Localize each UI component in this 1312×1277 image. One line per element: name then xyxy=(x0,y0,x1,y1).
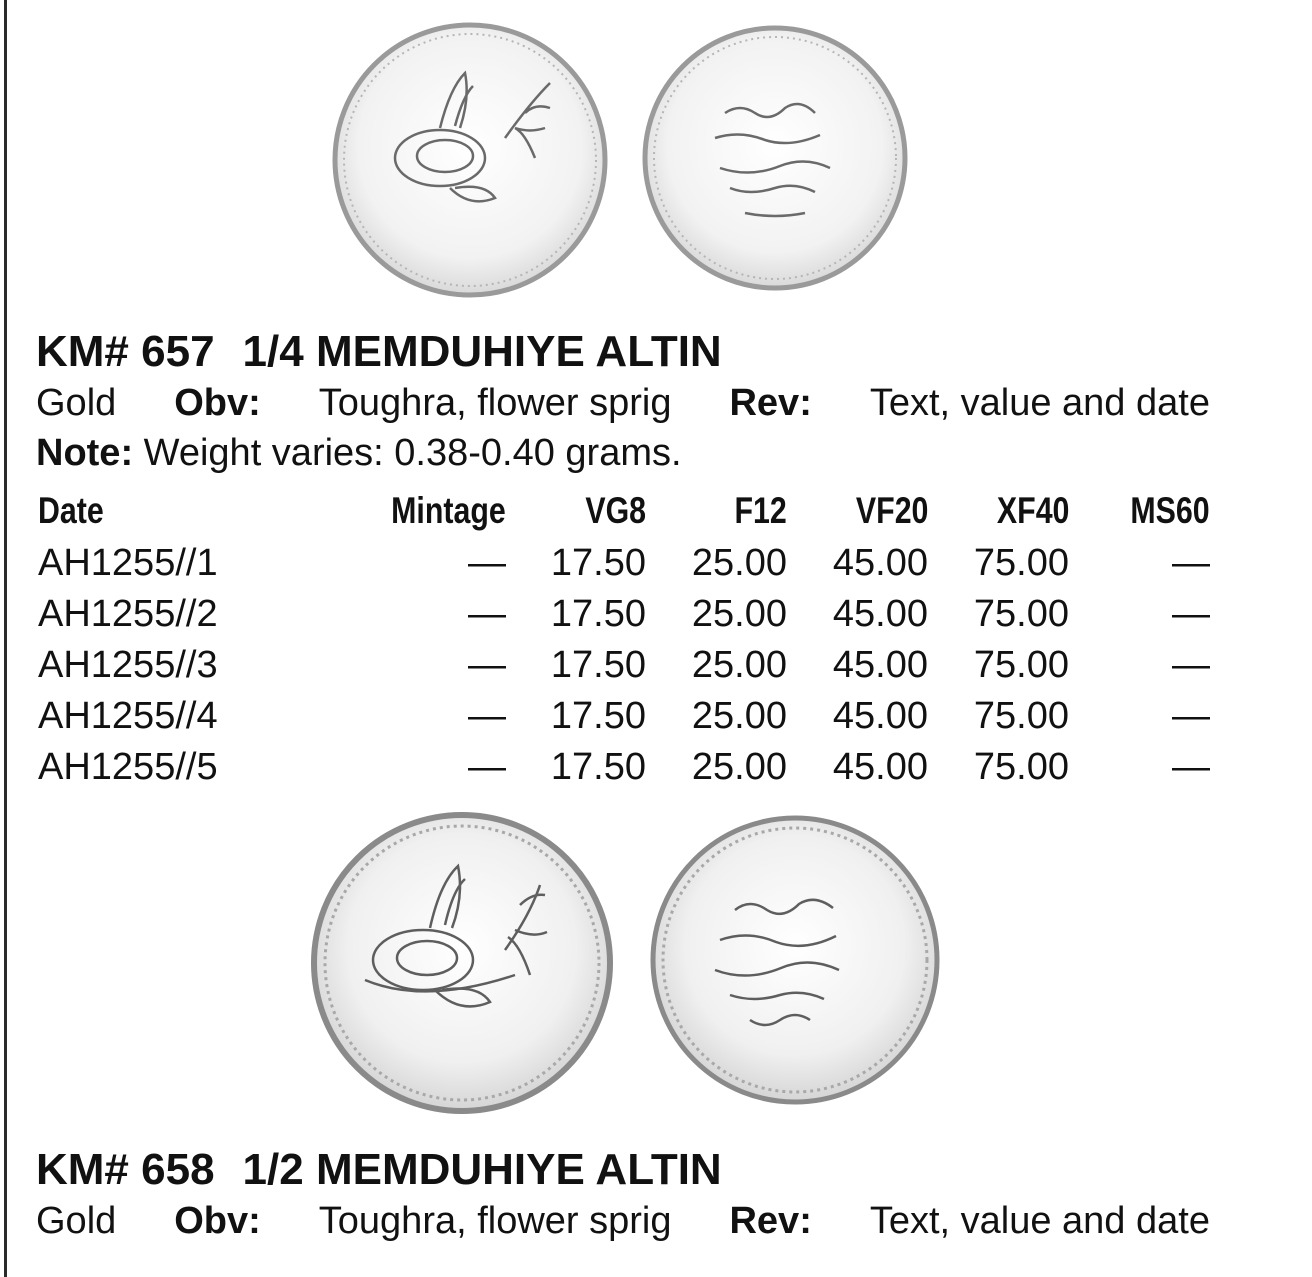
cell-vg8: 17.50 xyxy=(550,593,646,635)
cell-mintage: — xyxy=(468,644,506,686)
km657-metal: Gold xyxy=(36,382,117,424)
cell-ms60: — xyxy=(1172,542,1210,584)
header-ms60: MS60 xyxy=(1130,490,1210,531)
header-date: Date xyxy=(38,490,104,531)
cell-vf20: 45.00 xyxy=(832,644,928,686)
km658-obverse-coin xyxy=(314,815,610,1111)
header-vf20: VF20 xyxy=(855,490,928,531)
table-header-row xyxy=(36,490,1212,542)
cell-xf40: 75.00 xyxy=(973,593,1069,635)
header-xf40: XF40 xyxy=(996,490,1069,531)
km657-price-table xyxy=(36,490,1212,797)
cell-ms60: — xyxy=(1172,746,1210,788)
km658-reverse-coin xyxy=(653,818,937,1102)
cell-mintage: — xyxy=(468,746,506,788)
cell-mintage: — xyxy=(468,695,506,737)
cell-f12: 25.00 xyxy=(691,746,787,788)
km658-obv-label: Obv: xyxy=(174,1200,261,1242)
table-row xyxy=(36,695,1212,746)
cell-vg8: 17.50 xyxy=(550,695,646,737)
cell-f12: 25.00 xyxy=(691,644,787,686)
cell-date: AH1255//2 xyxy=(38,593,218,635)
cell-ms60: — xyxy=(1172,695,1210,737)
km658-title: 1/2 MEMDUHIYE ALTIN xyxy=(242,1145,722,1194)
km657-obverse-coin xyxy=(335,25,605,295)
cell-vf20: 45.00 xyxy=(832,593,928,635)
cell-mintage: — xyxy=(468,542,506,584)
cell-vg8: 17.50 xyxy=(550,542,646,584)
km658-number: KM# 658 xyxy=(36,1145,215,1194)
km658-coin-images xyxy=(305,810,945,1115)
cell-xf40: 75.00 xyxy=(973,542,1069,584)
km657-description xyxy=(36,382,1210,425)
km658-description xyxy=(36,1200,1210,1243)
km657-obv-text: Toughra, flower sprig xyxy=(318,382,672,424)
header-f12: F12 xyxy=(734,490,787,531)
cell-f12: 25.00 xyxy=(691,593,787,635)
km658-metal: Gold xyxy=(36,1200,117,1242)
km657-number: KM# 657 xyxy=(36,327,215,376)
cell-xf40: 75.00 xyxy=(973,644,1069,686)
km658-obv-text: Toughra, flower sprig xyxy=(318,1200,672,1242)
table-row xyxy=(36,593,1212,644)
header-mintage: Mintage xyxy=(391,490,506,531)
km658-rev-text: Text, value and date xyxy=(869,1200,1210,1242)
header-vg8: VG8 xyxy=(585,490,646,531)
cell-xf40: 75.00 xyxy=(973,695,1069,737)
cell-f12: 25.00 xyxy=(691,542,787,584)
km657-coin-images xyxy=(330,18,920,300)
cell-date: AH1255//3 xyxy=(38,644,218,686)
cell-date: AH1255//4 xyxy=(38,695,218,737)
km658-rev-label: Rev: xyxy=(729,1200,812,1242)
cell-date: AH1255//5 xyxy=(38,746,218,788)
cell-vg8: 17.50 xyxy=(550,644,646,686)
cell-ms60: — xyxy=(1172,644,1210,686)
km658-heading xyxy=(36,1145,722,1195)
cell-mintage: — xyxy=(468,593,506,635)
cell-date: AH1255//1 xyxy=(38,542,218,584)
cell-vf20: 45.00 xyxy=(832,695,928,737)
km657-obv-label: Obv: xyxy=(174,382,261,424)
km657-rev-label: Rev: xyxy=(729,382,812,424)
table-row xyxy=(36,542,1212,593)
km657-note-text: Weight varies: 0.38-0.40 grams. xyxy=(143,432,682,474)
km657-title: 1/4 MEMDUHIYE ALTIN xyxy=(242,327,722,376)
cell-f12: 25.00 xyxy=(691,695,787,737)
km657-heading xyxy=(36,327,722,377)
cell-vg8: 17.50 xyxy=(550,746,646,788)
km657-reverse-coin xyxy=(645,28,905,288)
km657-rev-text: Text, value and date xyxy=(869,382,1210,424)
cell-vf20: 45.00 xyxy=(832,542,928,584)
left-margin-rule xyxy=(4,0,7,1277)
table-row xyxy=(36,644,1212,695)
table-row xyxy=(36,746,1212,797)
cell-xf40: 75.00 xyxy=(973,746,1069,788)
km657-note-label: Note: xyxy=(36,432,134,474)
km657-note xyxy=(36,432,682,475)
cell-ms60: — xyxy=(1172,593,1210,635)
cell-vf20: 45.00 xyxy=(832,746,928,788)
